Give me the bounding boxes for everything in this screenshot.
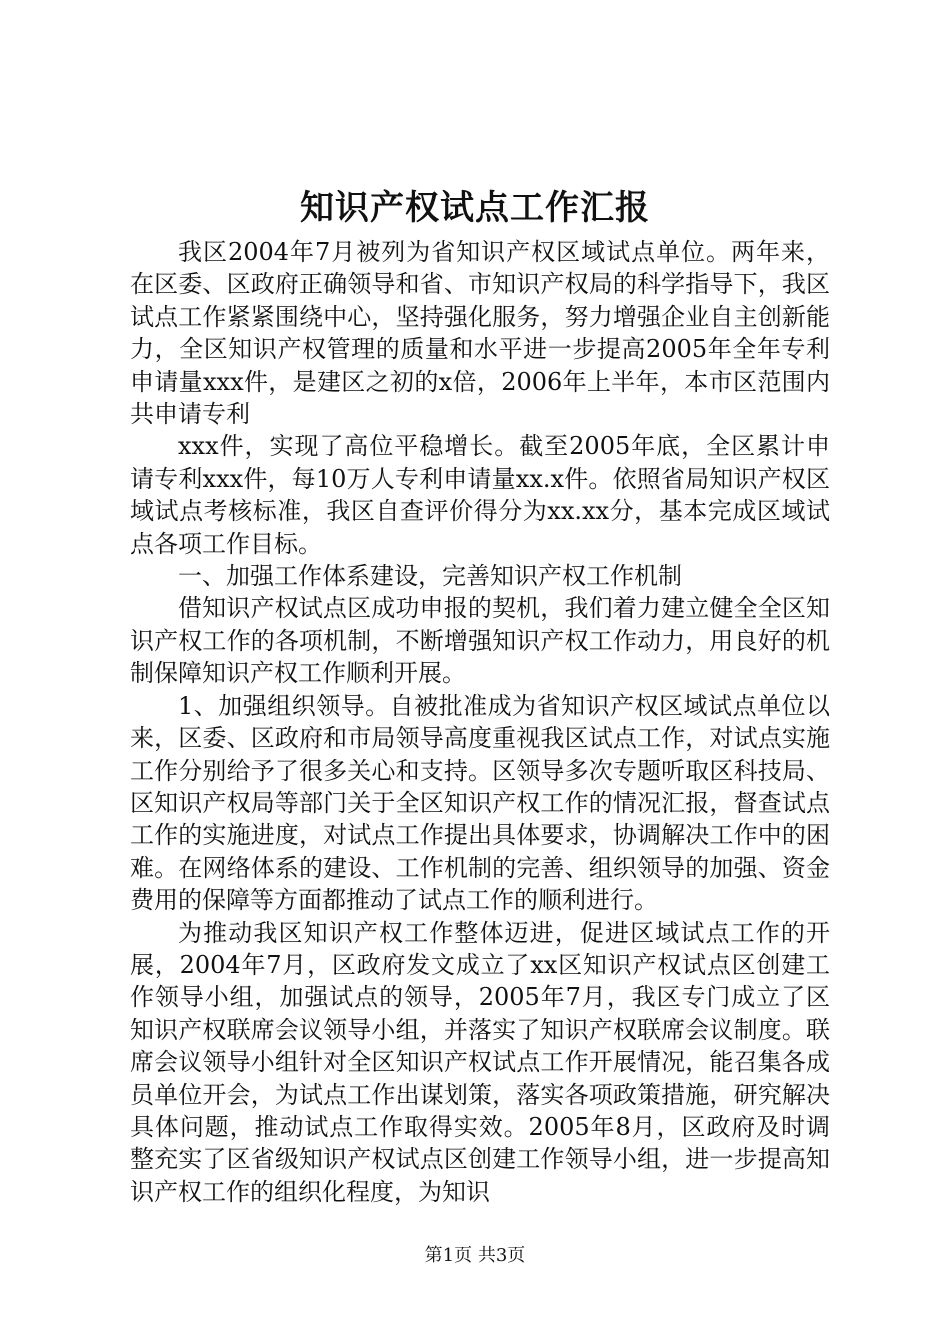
paragraph-intro: 我区2004年7月被列为省知识产权区域试点单位。两年来，在区委、区政府正确领导和省、市知识产权局的科学指导下，我区试点工作紧紧围绕中心，坚持强化服务，努力增强企业自主创新能力，全区知识产权管理的质量和水平进一步提高2005年全年专利申请量xxx件，是建区之初的x倍，2006年上半年，本市区范围内共申请专利: [130, 238, 830, 429]
document-body: [130, 236, 830, 1208]
paragraph-mechanism: 借知识产权试点区成功申报的契机，我们着力建立健全全区知识产权工作的各项机制，不断增强知识产权工作动力，用良好的机制保障知识产权工作顺利开展。: [130, 594, 830, 688]
section-heading-1: 一、加强工作体系建设，完善知识产权工作机制: [178, 562, 682, 591]
paragraph-patent-stats: xxx件，实现了高位平稳增长。截至2005年底，全区累计申请专利xxx件，每10万人专利申请量xx.x件。依照省局知识产权区域试点考核标准，我区自查评价得分为xx.xx分，基本完成区域试点各项工作目标。: [130, 432, 830, 558]
page-footer: 第1页 共3页: [424, 1245, 526, 1266]
paragraph-organization: 1、加强组织领导。自被批准成为省知识产权区域试点单位以来，区委、区政府和市局领导高度重视我区试点工作，对试点实施工作分别给予了很多关心和支持。区领导多次专题听取区科技局、区知识产权局等部门关于全区知识产权工作的情况汇报，督查试点工作的实施进度，对试点工作提出具体要求，协调解决工作中的困难。在网络体系的建设、工作机制的完善、组织领导的加强、资金费用的保障等方面都推动了试点工作的顺利进行。: [130, 691, 830, 915]
document-title: 知识产权试点工作汇报: [300, 188, 650, 228]
paragraph-leadership-group: 为推动我区知识产权工作整体迈进，促进区域试点工作的开展，2004年7月，区政府发文成立了xx区知识产权试点区创建工作领导小组，加强试点的领导，2005年7月，我区专门成立了区知识产权联席会议领导小组，并落实了知识产权联席会议制度。联席会议领导小组针对全区知识产权试点工作开展情况，能召集各成员单位开会，为试点工作出谋划策，落实各项政策措施，研究解决具体问题，推动试点工作取得实效。2005年8月，区政府及时调整充实了区省级知识产权试点区创建工作领导小组，进一步提高知识产权工作的组织化程度，为知识: [130, 918, 830, 1206]
